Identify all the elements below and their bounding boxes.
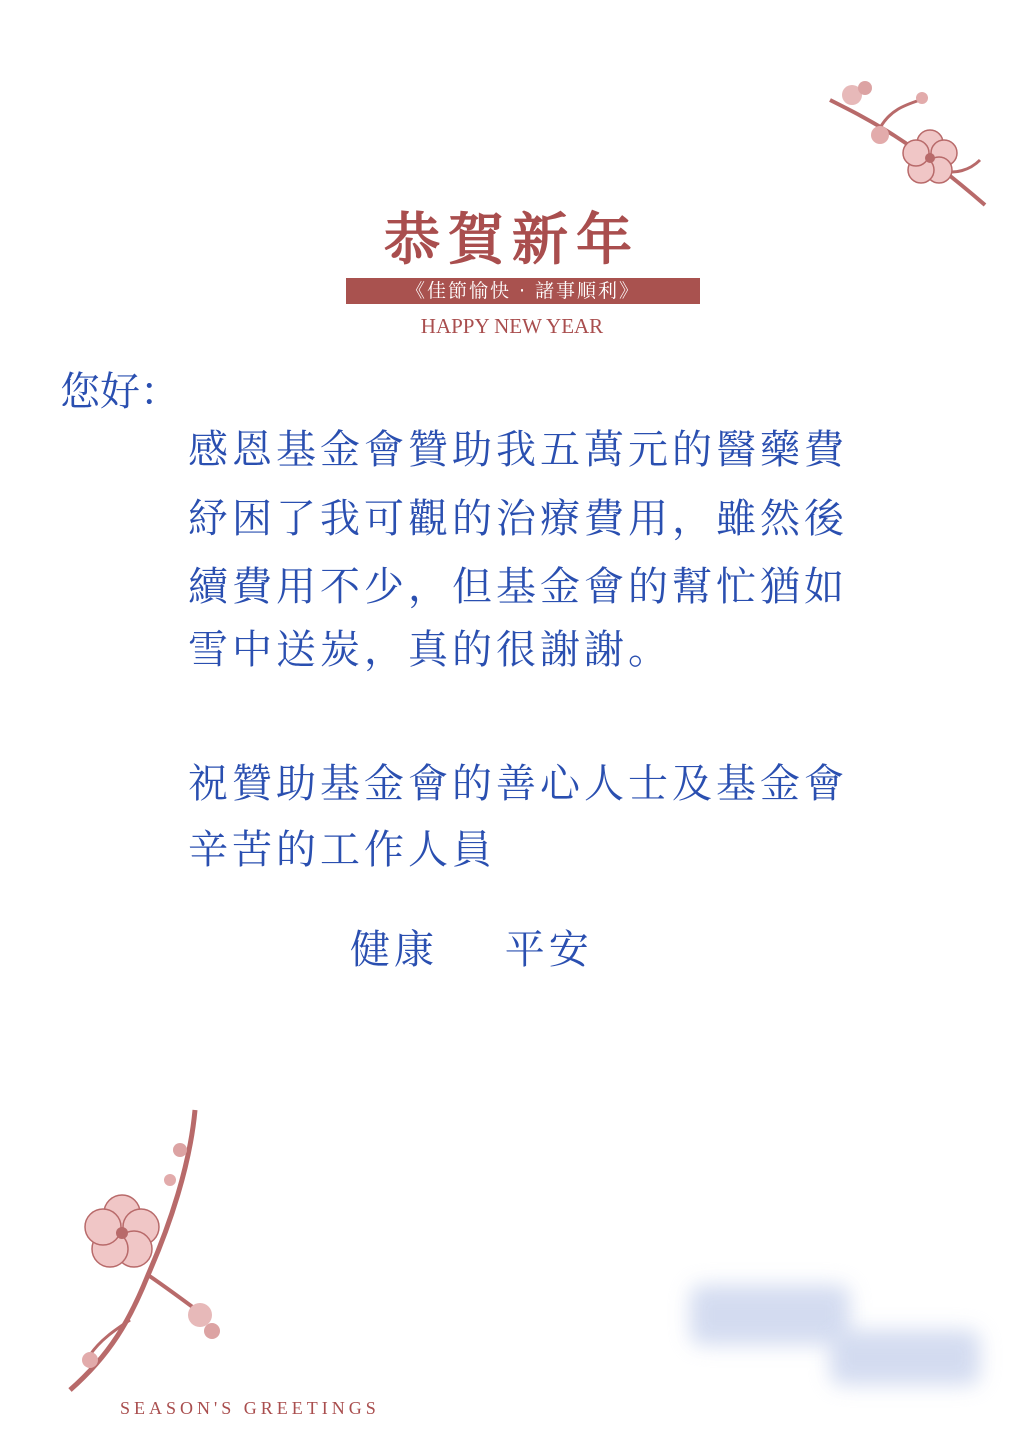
letter-line: 感恩基金會贊助我五萬元的醫藥費 [188, 427, 848, 473]
card-title: 恭賀新年 [384, 207, 640, 273]
card-banner: 《佳節愉快 · 諸事順利》 [346, 278, 700, 304]
redacted-name [830, 1330, 980, 1385]
letter-greeting: 您好： [60, 369, 180, 415]
redacted-signature [690, 1285, 850, 1345]
letter-line: 辛苦的工作人員 [188, 827, 496, 873]
letter-line: 續費用不少，但基金會的幫忙猶如 [188, 564, 848, 610]
letter-line: 紓困了我可觀的治療費用，雖然後 [188, 496, 848, 542]
letter-closing: 健康 平安 [350, 927, 593, 973]
card-subtitle: HAPPY NEW YEAR [420, 314, 604, 338]
letter-line: 祝贊助基金會的善心人士及基金會 [188, 761, 848, 807]
plum-blossom-bottom-icon [30, 1105, 230, 1395]
card-footer: SEASON'S GREETINGS [120, 1398, 380, 1418]
letter-line: 雪中送炭，真的很謝謝。 [188, 627, 672, 673]
